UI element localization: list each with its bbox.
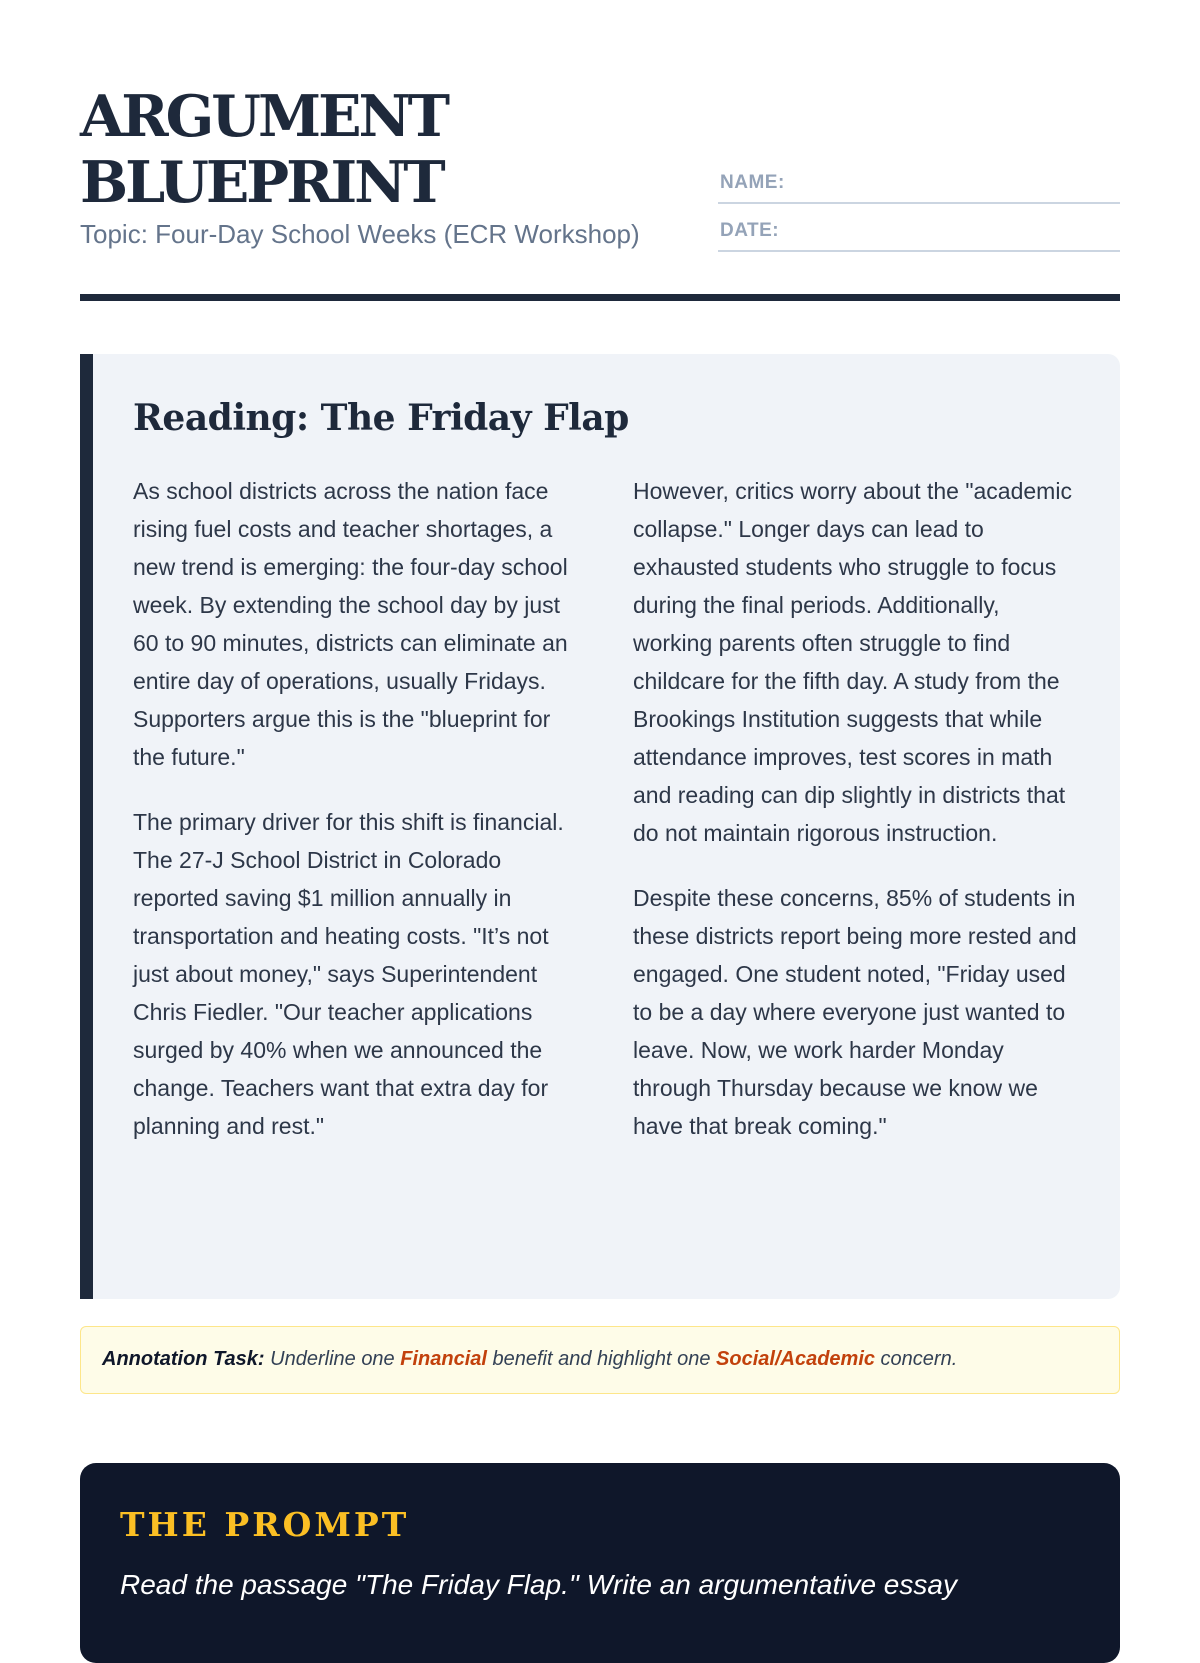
date-field[interactable] <box>718 220 1120 252</box>
reading-column-left <box>133 472 583 1172</box>
prompt-text: Read the passage "The Friday Flap." Write an argumentative essay <box>120 1569 957 1600</box>
annotation-highlight-financial: Financial <box>400 1348 487 1370</box>
reading-paragraph: However, critics worry about the "academic collapse." Longer days can lead to exhausted students who struggle to focus during the final periods. Additionally, working parents often struggle to find childcare for the fifth day. A study from the Brookings Institution suggests that while attendance improves, test scores in math and reading can dip slightly in districts that do not maintain rigorous instruction. <box>633 478 1072 846</box>
reading-title: Reading: The Friday Flap <box>133 397 629 439</box>
name-label: NAME: <box>720 172 785 193</box>
annotation-text: benefit and highlight one <box>486 1348 717 1370</box>
title-line-2: BLUEPRINT <box>80 149 443 216</box>
reading-paragraph: As school districts across the nation face rising fuel costs and teacher shortages, a new trend is emerging: the four-day school week. By extending the school day by just 60 to 90 minutes, districts can eliminate an entire day of operations, usually Fridays. Supporters argue this is the "blueprint for the future." <box>133 478 568 770</box>
date-label: DATE: <box>720 220 780 241</box>
header-divider <box>80 294 1120 301</box>
reading-paragraph: The primary driver for this shift is financial. The 27-J School District in Colorado reported saving $1 million annually in transportation and heating costs. "It’s not just about money," says Superintendent Chris Fiedler. "Our teacher applications surged by 40% when we announced the change. Teachers want that extra day for planning and rest." <box>133 809 564 1139</box>
annotation-task-box <box>80 1326 1120 1394</box>
worksheet-header <box>80 0 1120 302</box>
annotation-text: concern. <box>875 1348 958 1370</box>
worksheet-page <box>80 0 1120 1600</box>
reading-passage <box>80 354 1120 1299</box>
annotation-highlight-social: Social/Academic <box>716 1348 875 1370</box>
prompt-heading: THE PROMPT <box>120 1505 410 1544</box>
name-field[interactable] <box>718 172 1120 204</box>
annotation-task-lead: Annotation Task: <box>102 1348 265 1370</box>
prompt-box <box>80 1463 1120 1663</box>
topic-subtitle: Topic: Four-Day School Weeks (ECR Workshop) <box>80 219 640 249</box>
annotation-text: Underline one <box>264 1348 401 1370</box>
title-line-1: ARGUMENT <box>80 83 448 150</box>
page-title <box>80 84 680 216</box>
reading-paragraph: Despite these concerns, 85% of students in these districts report being more rested and engaged. One student noted, "Friday used to be a day where everyone just wanted to leave. Now, we work harder Monday through Thursday because we know we have that break coming." <box>633 885 1077 1139</box>
reading-column-right <box>633 472 1085 1172</box>
